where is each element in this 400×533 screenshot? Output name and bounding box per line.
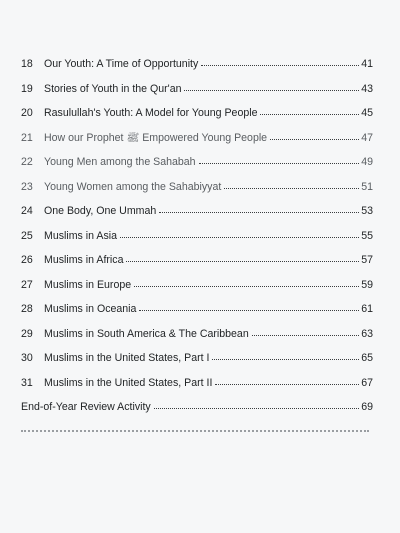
toc-entry [21,254,373,279]
toc-entry-page: 53 [361,205,373,217]
toc-entry-page: 51 [361,180,373,193]
toc-entry-title: End-of-Year Review Activity [21,401,151,413]
toc-entry-page: 43 [361,82,373,95]
dot-leader [224,188,359,189]
toc-entry-number: 23 [21,180,33,193]
toc-entry-title: Rasulullah's Youth: A Model for Young People [44,107,258,119]
toc-entry-title: Our Youth: A Time of Opportunity [44,58,199,70]
toc-entry-page: 59 [361,278,373,291]
dot-leader [252,335,359,336]
dot-leader [159,212,359,213]
dot-leader [270,139,359,140]
dot-leader [215,384,359,385]
toc-entry-page: 67 [361,376,373,389]
dot-leader [139,310,359,311]
toc-entry-title: Muslims in the United States, Part I [44,352,210,364]
toc-entry [21,181,373,206]
dot-leader [199,163,360,164]
toc-entry-title: Muslims in Oceania [44,303,137,315]
toc-entry [21,230,373,255]
toc-entry-title: Young Women among the Sahabiyyat [44,180,222,193]
toc-entry-number: 19 [21,82,33,95]
toc-entry-number: 30 [21,352,33,364]
toc-entry-page: 41 [361,58,373,70]
toc-entry [21,352,373,377]
toc-entry-number: 29 [21,327,33,340]
dot-leader [126,261,359,262]
toc-entry-title: One Body, One Ummah [44,205,157,217]
toc-entry-number: 24 [21,205,33,217]
toc-entry-number: 21 [21,131,33,144]
dot-leader [184,90,359,91]
toc-entry-number: 18 [21,58,33,70]
toc-entry [21,205,373,230]
toc-entry-title: Muslims in Asia [44,229,117,242]
toc-entry-title: Young Men among the Sahabah [44,156,196,168]
toc-entry [21,303,373,328]
dot-leader [260,114,359,115]
toc-entry [21,132,373,157]
toc-entry-page: 69 [361,401,373,413]
toc-entry-title: Muslims in South America & The Caribbean [44,327,249,340]
toc-entry-page: 63 [361,327,373,340]
toc-entry-number: 31 [21,376,33,389]
toc-entry-title: Muslims in the United States, Part II [44,376,213,389]
toc-entry-title: Muslims in Africa [44,254,124,266]
toc-entry-number: 25 [21,229,33,242]
toc-entry-page: 57 [361,254,373,266]
toc-entry-number: 28 [21,303,33,315]
toc-entry-review [21,401,373,426]
toc-entry-page: 61 [361,303,373,315]
toc-entry-page: 55 [361,229,373,242]
toc-entry-number: 20 [21,107,33,119]
toc-entry [21,83,373,108]
dot-leader [154,408,359,409]
dot-leader [134,286,359,287]
table-of-contents [21,58,373,426]
toc-entry [21,377,373,402]
toc-entry [21,58,373,83]
toc-entry-page: 65 [361,352,373,364]
toc-entry [21,156,373,181]
toc-entry-title: How our Prophet ﷺ Empowered Young People [44,131,268,144]
toc-entry-page: 47 [361,131,373,144]
toc-entry-title: Muslims in Europe [44,278,132,291]
toc-entry-title: Stories of Youth in the Qur'an [44,82,182,95]
toc-entry-number: 22 [21,156,33,168]
toc-entry [21,279,373,304]
dot-leader [120,237,359,238]
toc-entry [21,107,373,132]
toc-entry-number: 26 [21,254,33,266]
toc-entry [21,328,373,353]
toc-entry-page: 49 [361,156,373,168]
dotted-divider [21,430,369,432]
toc-entry-page: 45 [361,107,373,119]
toc-entry-number: 27 [21,278,33,291]
dot-leader [212,359,359,360]
dot-leader [201,65,359,66]
